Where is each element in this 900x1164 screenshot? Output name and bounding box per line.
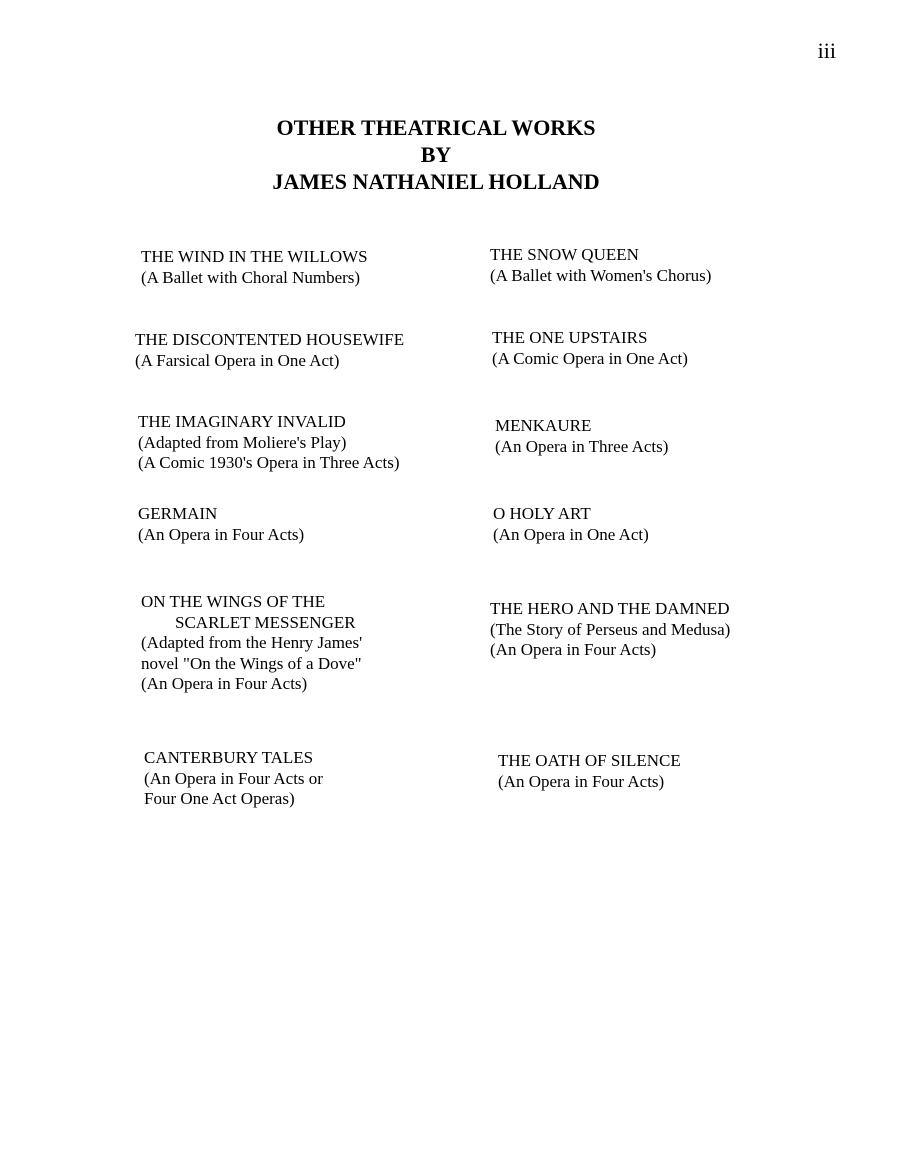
work-description: (An Opera in Three Acts) (495, 436, 669, 456)
work-title: ON THE WINGS OF THE (141, 592, 326, 611)
work-snow-queen (490, 245, 711, 286)
heading-line-2: BY (420, 142, 452, 167)
work-description: (An Opera in Four Acts) (490, 640, 657, 659)
work-wings-scarlet-messenger (141, 592, 362, 695)
work-wind-in-the-willows (141, 247, 368, 288)
work-hero-and-the-damned (490, 599, 730, 661)
work-description: (An Opera in One Act) (493, 524, 649, 544)
work-description: (A Ballet with Women's Chorus) (490, 265, 712, 285)
work-description: (An Opera in Four Acts or (144, 768, 323, 788)
work-description: (A Ballet with Choral Numbers) (141, 267, 361, 287)
work-description: (A Comic 1930's Opera in Three Acts) (138, 453, 400, 472)
work-one-upstairs (492, 328, 688, 369)
work-description: (A Comic Opera in One Act) (492, 348, 688, 368)
work-description: (An Opera in Four Acts) (138, 524, 305, 544)
work-title: THE HERO AND THE DAMNED (490, 599, 730, 618)
work-title: CANTERBURY TALES (144, 748, 314, 767)
work-title: THE ONE UPSTAIRS (492, 328, 648, 347)
work-title-continued: SCARLET MESSENGER (175, 612, 356, 632)
work-description: (A Farsical Opera in One Act) (135, 350, 340, 370)
work-description: (Adapted from Moliere's Play) (138, 432, 347, 452)
work-title: THE OATH OF SILENCE (498, 751, 681, 770)
page-number: iii (817, 38, 836, 63)
heading-line-1: OTHER THEATRICAL WORKS (276, 115, 596, 140)
work-oath-of-silence (498, 751, 681, 792)
work-title: THE SNOW QUEEN (490, 245, 639, 264)
work-canterbury-tales (144, 748, 323, 810)
work-title: THE IMAGINARY INVALID (138, 412, 346, 431)
work-discontented-housewife (135, 330, 404, 371)
work-description: novel "On the Wings of a Dove" (141, 653, 362, 673)
work-description: (The Story of Perseus and Medusa) (490, 619, 731, 639)
work-title: MENKAURE (495, 416, 592, 435)
heading-line-3: JAMES NATHANIEL HOLLAND (272, 169, 600, 194)
work-imaginary-invalid (138, 412, 399, 474)
work-title: GERMAIN (138, 504, 218, 523)
work-title: O HOLY ART (493, 504, 591, 523)
work-title: THE WIND IN THE WILLOWS (141, 247, 368, 266)
work-menkaure (495, 416, 668, 457)
work-title: THE DISCONTENTED HOUSEWIFE (135, 330, 405, 349)
work-description: (An Opera in Four Acts) (498, 771, 665, 791)
work-description: (Adapted from the Henry James' (141, 633, 363, 652)
work-description: Four One Act Operas) (144, 789, 295, 808)
page-heading (0, 114, 872, 195)
work-o-holy-art (493, 504, 649, 545)
work-description: (An Opera in Four Acts) (141, 674, 308, 693)
work-germain (138, 504, 304, 545)
